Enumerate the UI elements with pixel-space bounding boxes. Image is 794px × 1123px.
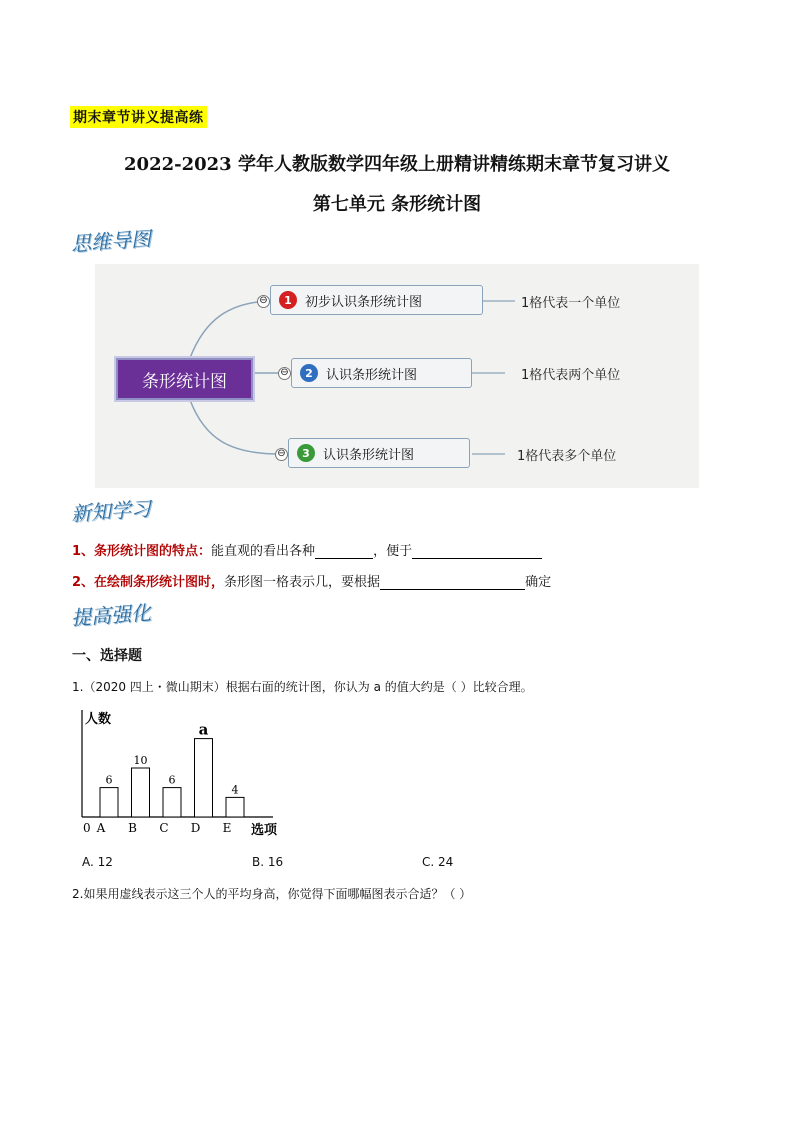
section-new-knowledge: 新知学习 — [70, 496, 152, 527]
number-badge-icon: 1 — [279, 291, 297, 309]
chart-bar-a — [100, 788, 118, 817]
section-mind-map: 思维导图 — [70, 226, 152, 257]
mind-map-branch-1 — [270, 285, 483, 315]
answer-blank[interactable] — [412, 544, 542, 559]
chart-tick-label: E — [222, 821, 232, 835]
branch-label: 认识条形统计图 — [323, 447, 415, 463]
chart-bar-e — [226, 797, 244, 817]
knowledge-item-2-text-b: 确定 — [525, 575, 552, 590]
knowledge-item-2-text-a: 条形图一格表示几，要根据 — [224, 575, 381, 590]
chart-ylabel: 人数 — [85, 712, 112, 727]
branch-note: 1格代表多个单位 — [517, 449, 617, 464]
branch-label: 初步认识条形统计图 — [305, 294, 423, 310]
branch-note: 1格代表一个单位 — [521, 296, 621, 311]
chart-data-label: 6 — [105, 773, 113, 787]
chart-origin-label: 0 — [83, 821, 91, 835]
document-title: 2022-2023 学年人教版数学四年级上册精讲精练期末章节复习讲义 — [124, 154, 670, 175]
question-section-title: 一、选择题 — [72, 648, 142, 664]
question-2: 2.如果用虚线表示这三个人的平均身高，你觉得下面哪幅图表示合适？（ ） — [72, 887, 472, 901]
chart-xlabel: 选项 — [251, 823, 278, 838]
mind-map-center: 条形统计图 — [116, 358, 253, 400]
chart-data-label: 10 — [133, 754, 148, 767]
chart-tick-label: C — [159, 821, 169, 835]
collapse-icon[interactable]: ⊖ — [278, 367, 291, 380]
question-1: 1.（2020 四上・微山期末）根据右面的统计图，你认为 a 的值大约是（ ）比较合理。 — [72, 680, 533, 694]
mind-map — [95, 264, 699, 488]
knowledge-item-1-text-b: ，便于 — [373, 544, 413, 559]
chart-data-label: a — [198, 720, 209, 739]
chart-bar-c — [163, 788, 181, 817]
knowledge-item-1 — [72, 540, 542, 559]
mind-map-branch-2 — [291, 358, 472, 388]
chart-tick-label: D — [190, 821, 201, 835]
chart-tick-label: B — [128, 821, 137, 835]
chart-data-label: 6 — [168, 773, 176, 787]
option-c[interactable]: C. 24 — [422, 855, 454, 869]
answer-blank[interactable] — [380, 575, 525, 590]
document-subtitle: 第七单元 条形统计图 — [312, 194, 482, 215]
collapse-icon[interactable]: ⊖ — [275, 448, 288, 461]
branch-note: 1格代表两个单位 — [521, 368, 621, 383]
number-badge-icon: 3 — [297, 444, 315, 462]
mind-map-branch-3 — [288, 438, 470, 468]
bar-chart — [75, 705, 300, 840]
knowledge-item-2-head: 2、在绘制条形统计图时， — [72, 575, 225, 590]
option-a[interactable]: A. 12 — [82, 855, 113, 869]
number-badge-icon: 2 — [300, 364, 318, 382]
knowledge-item-2 — [72, 571, 551, 590]
header-tag: 期末章节讲义提高练 — [70, 106, 207, 128]
collapse-icon[interactable]: ⊖ — [257, 295, 270, 308]
chart-bar-d — [195, 739, 213, 817]
chart-data-label: 4 — [231, 783, 239, 797]
answer-blank[interactable] — [315, 544, 373, 559]
chart-tick-label: A — [96, 821, 106, 835]
knowledge-item-1-text-a: 能直观的看出各种 — [211, 544, 316, 559]
knowledge-item-1-head: 1、条形统计图的特点： — [72, 544, 212, 559]
section-improve: 提高强化 — [70, 600, 152, 631]
branch-label: 认识条形统计图 — [326, 367, 418, 383]
option-b[interactable]: B. 16 — [252, 855, 284, 869]
chart-bar-b — [132, 768, 150, 817]
